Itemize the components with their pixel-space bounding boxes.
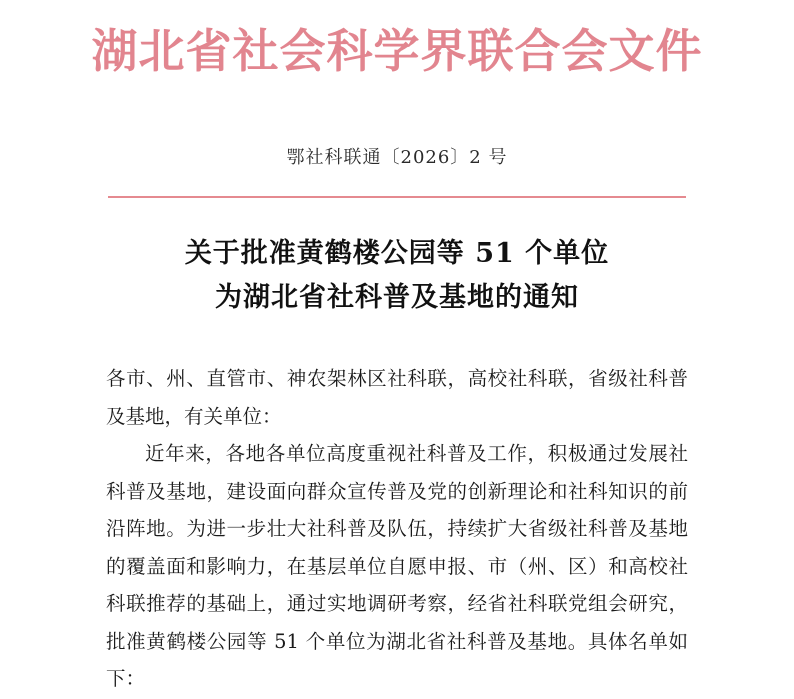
document-number: 鄂社科联通〔2026〕2 号 <box>286 147 508 168</box>
document-title <box>0 232 794 320</box>
body-paragraph-1: 近年来，各地各单位高度重视社科普及工作，积极通过发展社科普及基地，建设面向群众宣传普及党的创新理论和社科知识的前沿阵地。为进一步壮大社科普及队伍，持续扩大省级社科普及基地的覆盖面和影响力，在基层单位自愿申报、市（州、区）和高校社科联推荐的基础上，通过实地调研考察，经省社科联党组会研究，批准黄鹤楼公园等 51 个单位为湖北省社科普及基地。具体名单如下： <box>106 442 688 690</box>
issuer-header: 湖北省社会科学界联合会文件 <box>91 24 703 78</box>
red-divider-line <box>108 196 686 198</box>
title-line-1: 关于批准黄鹤楼公园等 51 个单位 <box>184 238 610 269</box>
document-body <box>106 360 688 698</box>
title-line-2: 为湖北省社科普及基地的通知 <box>215 282 579 313</box>
addressee-paragraph: 各市、州、直管市、神农架林区社科联，高校社科联，省级社科普及基地，有关单位： <box>106 367 688 428</box>
